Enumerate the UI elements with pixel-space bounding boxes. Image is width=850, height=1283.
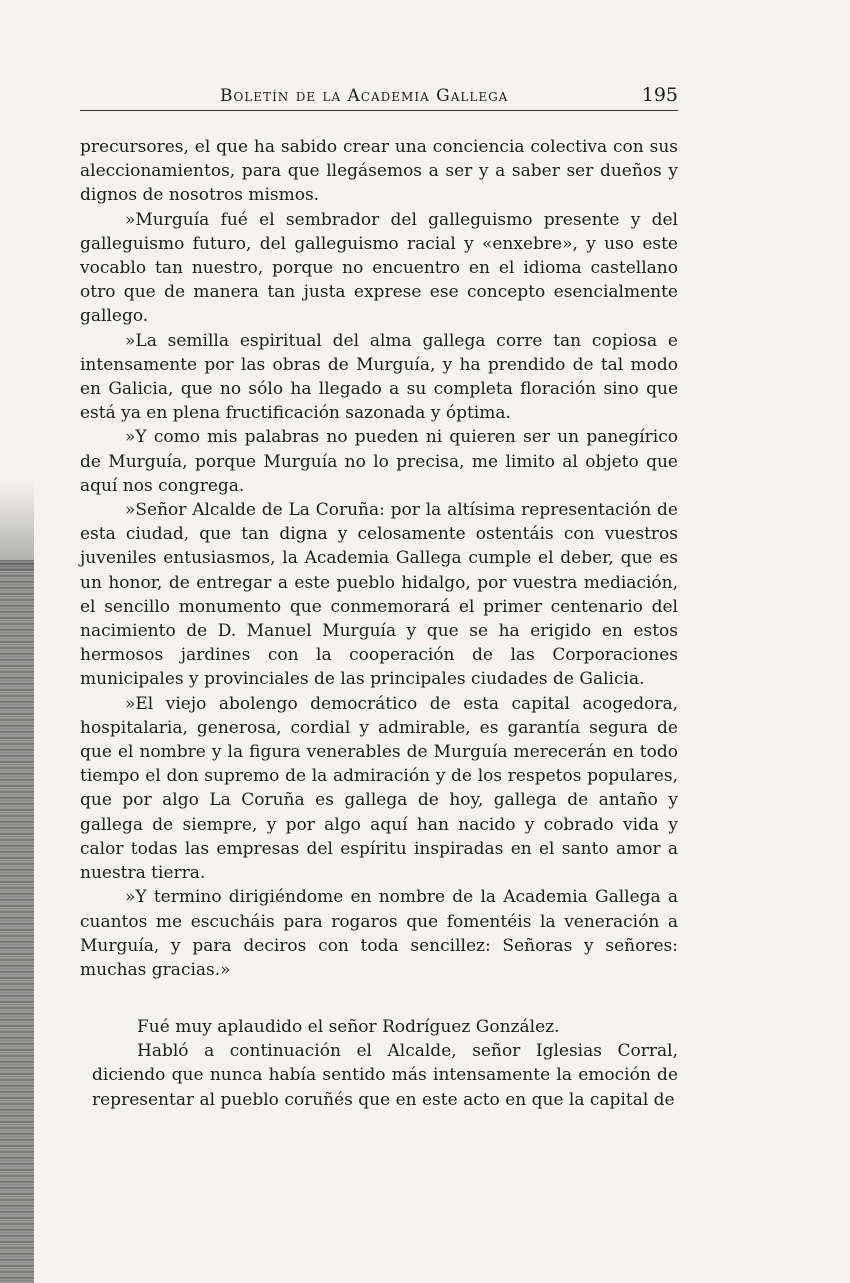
body-text [80,135,678,982]
paragraph: »Murguía fué el sembrador del galleguismo presente y del galleguismo futuro, del galleguismo racial y «enxebre», y uso este vocablo tan nuestro, porque no encuentro en el idioma castellano otro que de manera tan justa exprese ese concepto esencialmente gallego. [80,209,678,327]
page-edge-shadow [0,480,34,570]
page-number: 195 [641,84,678,106]
closing-text [92,1015,678,1112]
paragraph: »El viejo abolengo democrático de esta capital acogedora, hospitalaria, generosa, cordial y admirable, es garantía segura de que el nombre y la figura venerables de Murguía merecerán en todo tiempo el don supremo de la admiración y de los respetos populares, que por algo La Coruña es gallega de hoy, gallega de antaño y gallega de siempre, y por algo aquí han nacido y cobrado vida y calor todas las empresas del espíritu inspiradas en el santo amor a nuestra tierra. [80,693,678,884]
paragraph: »Y termino dirigiéndome en nombre de la Academia Gallega a cuantos me escucháis para rogaros que fomentéis la veneración a Murguía, y para deciros con toda sencillez: Señoras y señores: muchas gracias.» [80,887,678,980]
paragraph: »Señor Alcalde de La Coruña: por la altísima representación de esta ciudad, que tan digna y celosamente ostentáis con vuestros juveniles entusiasmos, la Academia Gallega cumple el deber, que es un honor, de entregar a este pueblo hidalgo, por vuestra mediación, el sencillo monumento que conmemorará el primer centenario del nacimiento de D. Manuel Murguía y que se ha erigido en estos hermosos jardines con la cooperación de las Corporaciones municipales y provinciales de las principales ciudades de Galicia. [80,500,678,690]
book-spine-edge [0,560,34,1283]
header-rule [80,110,678,111]
paragraph: Fué muy aplaudido el señor Rodríguez González. [137,1017,560,1037]
paragraph: »La semilla espiritual del alma gallega corre tan copiosa e intensamente por las obras de Murguía, y ha prendido de tal modo en Galicia, que no sólo ha llegado a su completa floración sino que está ya en plena fructificación sazonada y óptima. [80,330,678,424]
paragraph: Habló a continuación el Alcalde, señor Iglesias Corral, diciendo que nunca había sentido más intensamente la emoción de representar al pueblo coruñés que en este acto en que la capital de [92,1041,678,1110]
running-title: Boletín de la Academia Gallega [220,86,509,106]
paragraph: »Y como mis palabras no pueden ni quieren ser un panegírico de Murguía, porque Murguía no lo precisa, me limito al objeto que aquí nos congrega. [80,427,678,496]
page-header [80,82,678,112]
paragraph: precursores, el que ha sabido crear una conciencia colectiva con sus aleccionamientos, para que llegásemos a ser y a saber ser dueños y dignos de nosotros mismos. [80,137,678,206]
